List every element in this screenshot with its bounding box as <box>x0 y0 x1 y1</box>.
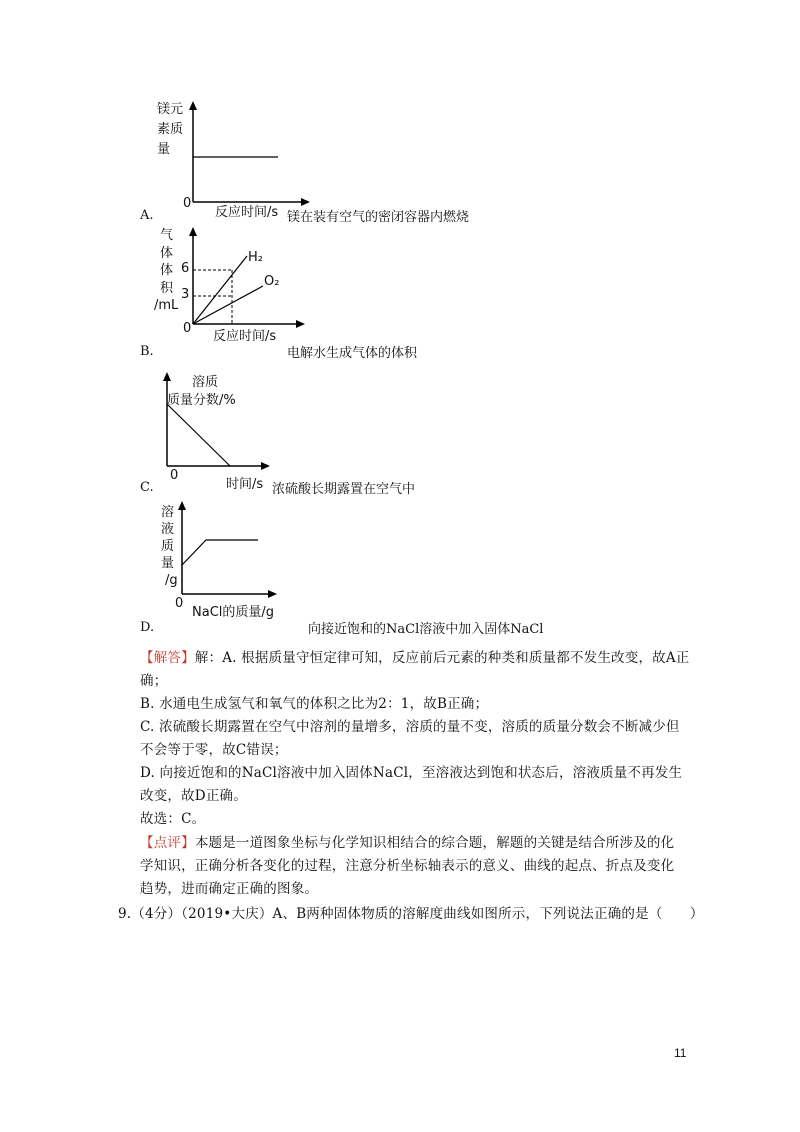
h2-line <box>193 256 247 324</box>
option-caption: 电解水生成气体的体积 <box>287 346 418 361</box>
option-letter: C. <box>140 480 154 495</box>
option-b <box>140 226 540 361</box>
answer-line-2: 确； <box>140 673 168 689</box>
answer-line-7: 改变，故D正确。 <box>140 788 247 804</box>
question-9: 9.（4分）（2019•大庆）A、B两种固体物质的溶解度曲线如图所示，下列说法正确的是（ ） <box>118 906 704 922</box>
comment-tag: 【点评】 <box>140 835 195 851</box>
option-a <box>140 98 520 228</box>
tick-3: 3 <box>181 287 190 302</box>
solution-mass-line <box>182 540 258 565</box>
tick-6: 6 <box>181 261 190 276</box>
option-letter: A. <box>140 208 154 223</box>
y-axis-label-2: 质量分数/% <box>167 393 236 408</box>
comment-line-1: 【点评】本题是一道图象坐标与化学知识相结合的综合题，解题的关键是结合所涉及的化 <box>140 835 675 851</box>
graph-d <box>168 498 318 610</box>
y-axis-label-1: 溶质 <box>192 375 219 390</box>
option-caption: 镁在装有空气的密闭容器内燃烧 <box>287 210 470 225</box>
graph-c <box>155 370 305 482</box>
origin-label: 0 <box>183 321 192 336</box>
y-axis-label: 溶 液 质 量 /g <box>161 505 178 588</box>
option-letter: D. <box>140 620 155 635</box>
origin-label: 0 <box>170 468 179 483</box>
answer-line-5: 不会等于零，故C错误； <box>140 742 288 758</box>
o2-line <box>193 286 263 324</box>
series-o2: O₂ <box>264 274 280 289</box>
x-axis-label: NaCl的质量/g <box>192 605 275 620</box>
origin-label: 0 <box>183 196 192 211</box>
option-c <box>140 370 540 500</box>
answer-line-1: 【解答】解：A. 根据质量守恒定律可知，反应前后元素的种类和质量都不发生改变，故A正 <box>140 650 690 666</box>
y-axis-label: 镁元 素质 量 <box>157 102 184 157</box>
page-number: 11 <box>674 1046 687 1060</box>
concentration-line <box>167 404 230 466</box>
origin-label: 0 <box>175 596 184 611</box>
answer-tag: 【解答】 <box>140 650 195 666</box>
comment-line-2: 学知识，正确分析各变化的过程，注意分析坐标轴表示的意义、曲线的起点、折点及变化 <box>140 858 675 874</box>
series-h2: H₂ <box>248 250 263 265</box>
answer-line-8: 故选：C。 <box>140 811 206 827</box>
x-axis-label: 反应时间/s <box>215 205 279 220</box>
option-d <box>140 498 560 636</box>
answer-line-3: B. 水通电生成氢气和氧气的体积之比为2：1，故B正确； <box>140 696 489 712</box>
option-caption: 浓硫酸长期露置在空气中 <box>272 482 416 497</box>
y-axis-label: 气 体 体 积 /mL <box>154 228 179 313</box>
answer-line-4: C. 浓硫酸长期露置在空气中溶剂的量增多，溶质的量不变，溶质的质量分数会不断减少但 <box>140 719 680 735</box>
option-letter: B. <box>140 344 154 359</box>
x-axis-label: 时间/s <box>226 477 264 492</box>
x-axis-label: 反应时间/s <box>213 329 277 344</box>
comment-line-3: 趋势，进而确定正确的图象。 <box>140 881 319 897</box>
option-caption: 向接近饱和的NaCl溶液中加入固体NaCl <box>308 622 544 637</box>
answer-line-6: D. 向接近饱和的NaCl溶液中加入固体NaCl，至溶液达到饱和状态后，溶液质量不再发生 <box>140 765 683 781</box>
